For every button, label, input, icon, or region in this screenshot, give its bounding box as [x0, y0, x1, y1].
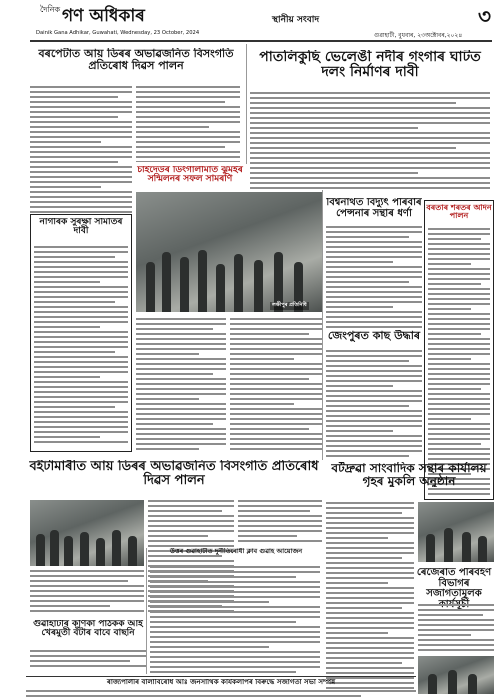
story1-body-col2: [136, 86, 240, 162]
page-number: ৩: [478, 4, 492, 28]
masthead-date-right: গুৱাহাটী, বুধবাৰ, ২৩অক্টোবৰ,২০২৪: [374, 32, 463, 39]
story13-body: [26, 690, 416, 700]
column-divider: [322, 190, 323, 460]
photo-credit: লক্ষীপুৰ প্ৰতিনিধি: [272, 302, 307, 308]
story8-headline: বৰ্টদ্ৰুৱা সাংবাদিক সন্থাৰ কাৰ্যালয় গৃহৰ মুকলি অনুষ্ঠান: [331, 462, 487, 488]
story1-headline: বৰপেটাত আয় ডিঁৰৰ অভাৱজনিত বিসংগতি প্ৰতিৰোধ দিৱস পালন: [38, 48, 234, 72]
masthead-logo: [62, 3, 172, 27]
story3-headline: নাগৰিক সুৰক্ষা সমিতিৰ দাবী: [39, 218, 123, 237]
story12-headline: ৰেজেৰাত পৰিবহণ বিভাগৰ সজাগতামূলক: [416, 568, 492, 599]
story7-headline: জেংপুৰত কাছ উদ্ধাৰ: [327, 330, 421, 342]
story2-headline: পাতলিকুছি ভেলেঙী নদীৰ গংগাৰ ঘাটত দলং নিৰ্মাণৰ দাবী: [259, 50, 481, 80]
masthead-prefix: দৈনিক: [40, 5, 61, 14]
story4-body: [136, 318, 226, 452]
story6-body: [428, 228, 490, 496]
story5-headline: বিশ্বনাথত বিদ্যুৎ পৰিবাৰ পেন্সনাৰ সন্থাৰ ধৰ্ণা: [326, 198, 422, 219]
story9-body: [30, 570, 144, 614]
story8-photo: [418, 502, 494, 562]
masthead-date-left: Dainik Gana Adhikar, Guwahati, Wednesday, 23 October, 2024: [36, 30, 200, 36]
story13-rule: [26, 676, 416, 677]
section-label: স্থানীয় সংবাদ: [272, 15, 320, 25]
story11-body: [150, 566, 320, 674]
story12-photo: [418, 656, 494, 694]
masthead-title: গণ অধিকাৰ: [62, 6, 145, 26]
story8-body: [326, 502, 414, 690]
story11-headline: উত্তৰ গুৱাহাটীত দুৰ্নীতিৰোধী ক্লাব গুৱাহ আয়োজন: [169, 548, 303, 555]
story6-headline: বৰতাৰ শৰতৰ অদিন পালন: [426, 204, 492, 221]
story2-body: [250, 92, 490, 190]
masthead-rule: [30, 40, 492, 42]
story3-body: [34, 246, 128, 446]
story7-body: [326, 350, 422, 460]
column-divider: [246, 44, 247, 164]
story13-headline: ৰাজ্যপালীৰ বালাবিৰোধ আঃ জনসাথিক কাৰ্যকলাপৰ বিৰুদ্ধে সজাগতা সভা সম্পন্ন: [106, 679, 336, 686]
column-divider: [146, 548, 147, 674]
story5-body: [326, 226, 422, 328]
story1-body: [30, 86, 132, 214]
story9-body-col3: [238, 500, 322, 544]
masthead: [0, 0, 500, 44]
story4-photo: [136, 192, 322, 312]
story4-headline: চাইদেউৰ ডিংগালীমাত ঝুমইৰ সন্মিলনৰ সফল সামৰণি: [137, 166, 243, 185]
story4-body-col2: [230, 318, 322, 452]
story9-photo: [30, 500, 144, 566]
story10-headline: গুৱাহাটীৰ কণিকা পাঠকক আই খেৰমুতী বঁটাৰ বাবে বাছনি: [33, 620, 143, 639]
story12-body: [418, 604, 494, 654]
story10-body: [30, 650, 146, 674]
story9-headline: বইটামাৰীত আয় ডিঁৰৰ অভাৱজনিত বিসংগতি প্ৰতিৰোধ দিৱস পালন: [29, 460, 319, 488]
